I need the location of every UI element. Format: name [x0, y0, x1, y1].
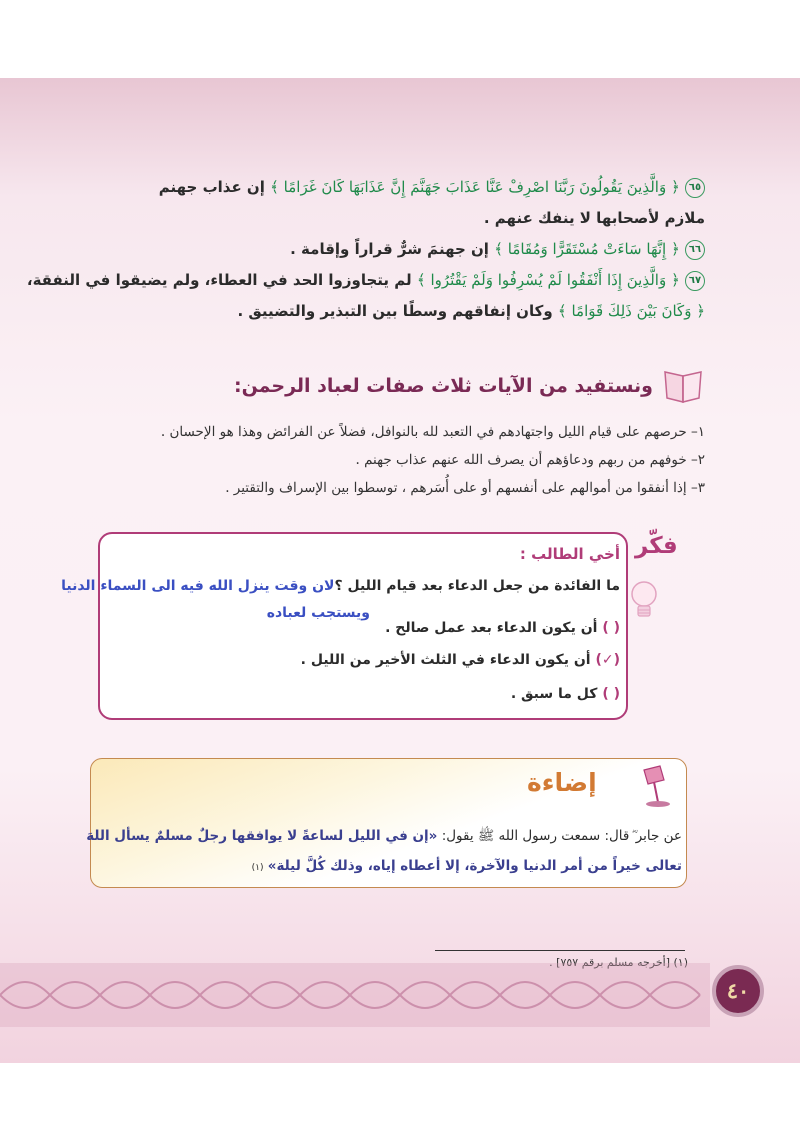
- verse-line-65: [95, 172, 705, 203]
- benefit-item-1: ١– حرصهم على قيام الليل واجتهادهم في التعبد لله بالنوافل، فضلاً عن الفرائض وهذا هو الإحسان .: [160, 424, 705, 440]
- hadith-intro: عن جابر ؓ قال: سمعت رسول الله ﷺ يقول:: [441, 828, 682, 844]
- quran-text-65: ﴿ وَالَّذِينَ يَقُولُونَ رَبَّنَا اصْرِفْ عَنَّا عَذَابَ جَهَنَّمَ إِنَّ عَذَابَهَا كَانَ غَرَامًا ﴾: [270, 178, 680, 196]
- hadith-line-2: [92, 852, 682, 882]
- quran-text-67: ﴿ وَالَّذِينَ إِذَا أَنْفَقُوا لَمْ يُسْرِفُوا وَلَمْ يَقْتُرُوا ﴾: [416, 271, 680, 289]
- think-intro: أخي الطالب :: [519, 545, 620, 563]
- benefit-item-2: ٢– خوفهم من ربهم ودعاؤهم أن يصرف الله عنهم عذاب جهنم .: [355, 452, 705, 468]
- hadith-ref: (١): [251, 863, 264, 873]
- think-question: [61, 578, 620, 594]
- handwritten-answer-2: ويستجب لعباده: [266, 605, 370, 621]
- option-3-mark: ( ): [602, 686, 620, 702]
- option-1-mark: ( ): [602, 620, 620, 636]
- option-2-mark: (✓): [595, 652, 620, 668]
- footnote: (١) [أخرجه مسلم برقم ٧٥٧] .: [549, 956, 688, 969]
- option-3-text: كل ما سبق .: [510, 686, 598, 702]
- explanation-66: إن جهنمَ شرٌّ قراراً وإقامة .: [290, 240, 489, 258]
- benefits-list: [95, 418, 705, 502]
- ayah-number-66: ٦٦: [685, 240, 705, 260]
- benefits-heading: [234, 368, 705, 404]
- lightbulb-icon: [628, 578, 660, 626]
- hadith-line-1: [86, 822, 682, 850]
- decorative-band: [0, 963, 710, 1027]
- lamp-icon: [630, 764, 678, 808]
- benefit-item-3: ٣– إذا أنفقوا من أموالهم على أنفسهم أو على أُسَرهم ، توسطوا بين الإسراف والتقتير .: [225, 480, 705, 496]
- verse-line-67: [26, 265, 705, 296]
- hadith-text-1: «إن في الليل لساعةً لا يوافقها رجلٌ مسلمٌ يسأل اللهَ: [86, 828, 438, 844]
- verse-line-66: [95, 234, 705, 265]
- handwritten-answer-1: لان وقت ينزل الله فيه الى السماء الدنيا: [61, 578, 335, 594]
- verse-explanation-cont: ملازم لأصحابها لا ينفك عنهم .: [483, 209, 705, 227]
- option-3[interactable]: [511, 686, 620, 702]
- explanation-65: إن عذاب جهنم: [158, 178, 265, 196]
- footnote-divider: [435, 950, 685, 951]
- benefits-title: ونستفيد من الآيات ثلاث صفات لعباد الرحمن:: [233, 375, 653, 397]
- option-1[interactable]: [385, 620, 620, 636]
- option-2-text: أن يكون الدعاء في الثلث الأخير من الليل .: [300, 652, 591, 668]
- explanation-67b: وكان إنفاقهم وسطًا بين التبذير والتضييق .: [237, 302, 553, 320]
- quran-text-66: ﴿ إِنَّهَا سَاءَتْ مُسْتَقَرًّا وَمُقَامًا ﴾: [494, 240, 680, 258]
- option-1-text: أن يكون الدعاء بعد عمل صالح .: [385, 620, 598, 636]
- page-number: ٤٠: [712, 965, 764, 1017]
- ayah-number-67: ٦٧: [685, 271, 705, 291]
- verses-block: [26, 172, 705, 327]
- option-2[interactable]: [301, 652, 620, 668]
- quran-text-67b: ﴿ وَكَانَ بَيْنَ ذَلِكَ قَوَامًا ﴾: [557, 302, 705, 320]
- verse-line-67b: [95, 296, 705, 327]
- explanation-67: لم يتجاوزوا الحد في العطاء، ولم يضيقوا في النفقة،: [26, 271, 412, 289]
- hadith-text-2: تعالى خيراً من أمر الدنيا والآخرة، إلا أعطاه إياه، وذلك كُلَّ ليلة»: [267, 858, 682, 874]
- think-label: فكّر: [635, 533, 678, 559]
- light-title: إضاءة: [527, 768, 597, 797]
- ayah-number-65: ٦٥: [685, 178, 705, 198]
- question-text: ما الفائدة من جعل الدعاء بعد قيام الليل ؟: [334, 578, 620, 594]
- book-icon: [661, 368, 705, 404]
